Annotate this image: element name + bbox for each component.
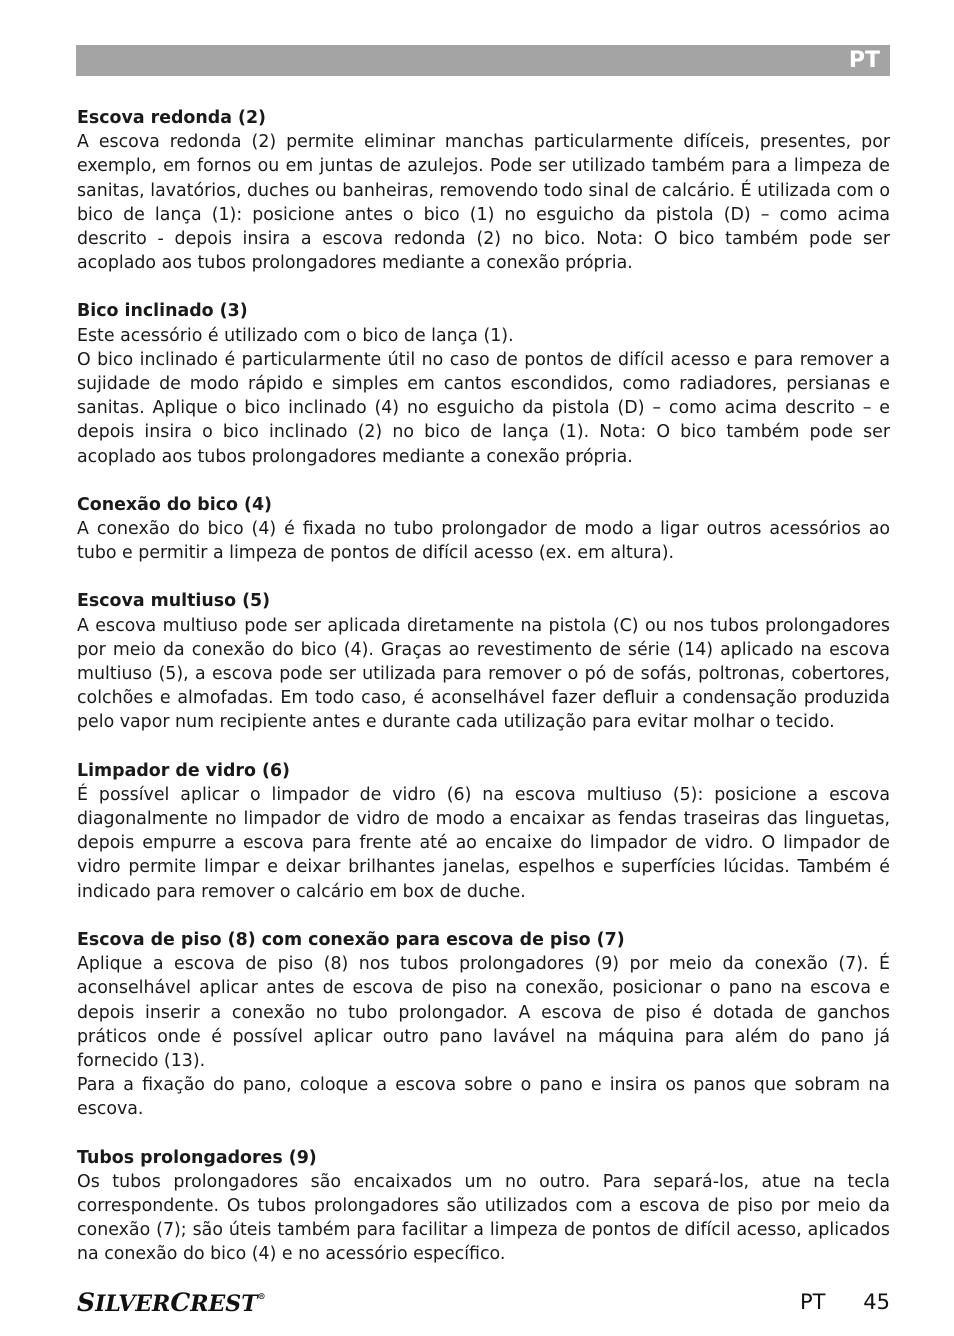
section-paragraph: O bico inclinado é particularmente útil no caso de pontos de difícil acesso e para remover a sujidade de modo rápido e simples em cantos escondidos, como radiadores, persianas e sanitas. Aplique o bico inclinado (4) no esguicho da pistola (D) – como acima descrito – e depois insira o bico inclinado (2) no bico de lança (1). Nota: O bico também pode ser acoplado aos tubos prolongadores mediante a conexão própria. xyxy=(77,349,890,467)
section-escova-redonda xyxy=(77,106,890,275)
header-language-label: PT xyxy=(848,48,880,73)
section-paragraph: Este acessório é utilizado com o bico de lança (1). xyxy=(77,325,514,346)
section-title: Conexão do bico (4) xyxy=(77,494,273,515)
section-title: Escova de piso (8) com conexão para escova de piso (7) xyxy=(77,929,625,950)
section-title: Limpador de vidro (6) xyxy=(77,760,290,781)
section-conexao-do-bico xyxy=(77,493,890,566)
section-title: Escova redonda (2) xyxy=(77,108,266,128)
section-paragraph: É possível aplicar o limpador de vidro (6) na escova multiuso (5): posicione a escova diagonalmente no limpador de vidro de modo a encaixar as fendas traseiras das linguetas, depois empurre a escova para frente até ao encaixe do limpador de vidro. O limpador de vidro permite limpar e deixar brilhantes janelas, espelhos e superfícies lúcidas. Também é indicado para remover o calcário em box de duche. xyxy=(77,784,890,902)
section-paragraph: Aplique a escova de piso (8) nos tubos prolongadores (9) por meio da conexão (7). É aconselhável aplicar antes de escova de piso na conexão, posicionar o pano na escova e depois inserir a conexão no tubo prolongador. A escova de piso é dotada de ganchos práticos onde é possível aplicar outro pano lavável na máquina para além do pano já fornecido (13). xyxy=(77,954,890,1071)
section-paragraph: A conexão do bico (4) é fixada no tubo prolongador de modo a ligar outros acessórios ao tubo e permitir a limpeza de pontos de difícil acesso (ex. em altura). xyxy=(77,519,890,564)
section-paragraph: A escova redonda (2) permite eliminar manchas particularmente difíceis, presentes, por exemplo, em fornos ou em juntas de azulejos. Pode ser utilizado também para a limpeza de sanitas, lavatórios, duches ou banheiras, removendo todo sinal de calcário. É utilizada com o bico de lança (1): posicione antes o bico (1) no esguicho da pistola (D) – como acima descrito - depois insira a escova redonda (2) no bico. Nota: O bico também pode ser acoplado aos tubos prolongadores mediante a conexão própria. xyxy=(77,132,890,274)
section-escova-de-piso xyxy=(77,928,890,1122)
page-number: 45 xyxy=(863,1290,890,1314)
section-paragraph: A escova multiuso pode ser aplicada diretamente na pistola (C) ou nos tubos prolongadores por meio da conexão do bico (4). Graças ao revestimento de série (14) aplicado na escova multiuso (5), a escova pode ser utilizada para remover o pó de sofás, poltronas, cobertores, colchões e almofadas. Em todo caso, é aconselhável fazer defluir a condensação produzida pelo vapor num recipiente antes e durante cada utilização para evitar molhar o tecido. xyxy=(77,615,890,733)
section-tubos-prolongadores xyxy=(77,1146,890,1267)
section-limpador-de-vidro xyxy=(77,759,890,904)
section-title: Bico inclinado (3) xyxy=(77,301,248,322)
header-bar xyxy=(76,45,890,76)
section-title: Tubos prolongadores (9) xyxy=(77,1147,317,1168)
section-paragraph: Para a fixação do pano, coloque a escova sobre o pano e insira os panos que sobram na escova. xyxy=(77,1075,890,1120)
section-paragraph: Os tubos prolongadores são encaixados um no outro. Para separá-los, atue na tecla correspondente. Os tubos prolongadores são utilizados com a escova de piso por meio da conexão (7); são úteis também para facilitar a limpeza de pontos de difícil acesso, aplicados na conexão do bico (4) e no acessório específico. xyxy=(77,1171,890,1265)
silvercrest-logo: SILVERCREST® xyxy=(77,1288,266,1317)
section-title: Escova multiuso (5) xyxy=(77,591,271,612)
section-bico-inclinado xyxy=(77,299,890,468)
footer-language-label: PT xyxy=(800,1290,826,1314)
page-content xyxy=(77,106,890,1291)
section-escova-multiuso xyxy=(77,589,890,734)
